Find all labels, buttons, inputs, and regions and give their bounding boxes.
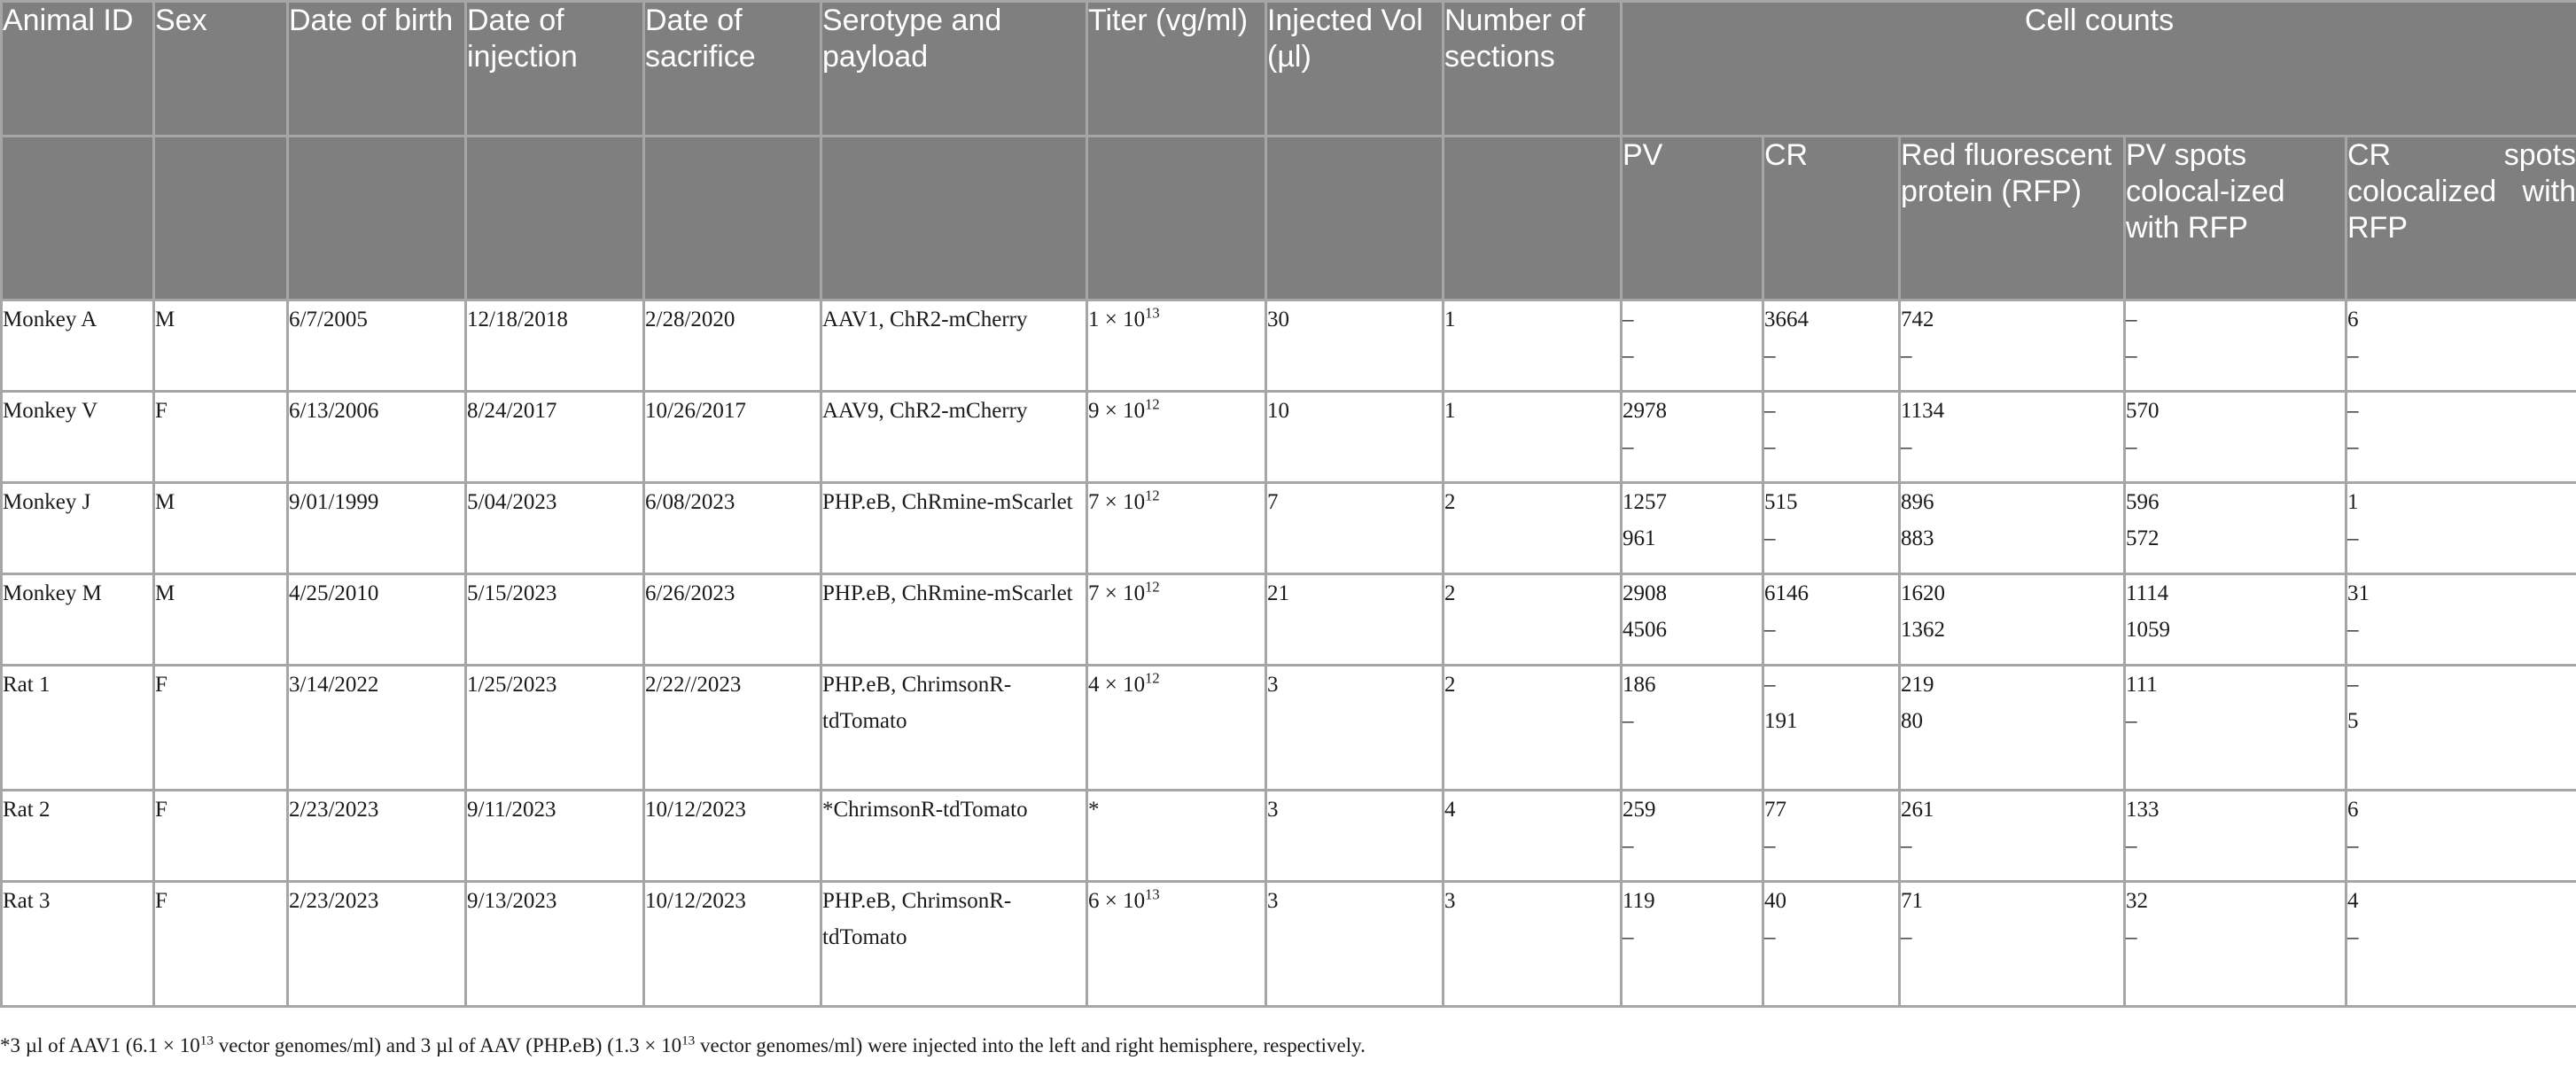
rfp-cell — [1900, 882, 2125, 1007]
subheader-pv-spots: PV spots colocal-ized with RFP — [2125, 136, 2346, 300]
titer-cell — [1087, 392, 1266, 483]
subheader-blank — [1087, 136, 1266, 300]
count-value: – — [2347, 344, 2359, 368]
subheader-blank — [2, 136, 154, 300]
count-value: 742 — [1901, 308, 1934, 331]
cr-spots-cell — [2346, 300, 2576, 392]
count-value: – — [2347, 925, 2359, 949]
date-of-sacrifice-cell: 10/26/2017 — [644, 392, 821, 483]
date-of-birth-cell: 9/01/1999 — [288, 483, 466, 574]
titer-exponent: 12 — [1145, 487, 1160, 504]
date-of-birth-cell: 6/13/2006 — [288, 392, 466, 483]
count-value: 4506 — [1623, 618, 1667, 642]
animal-id-cell: Monkey J — [2, 483, 154, 574]
count-value: – — [1764, 344, 1776, 368]
serotype-cell: PHP.eB, ChrimsonR-tdTomato — [821, 666, 1087, 791]
count-value: – — [2347, 834, 2359, 858]
date-of-injection-cell: 8/24/2017 — [466, 392, 644, 483]
footnote-text: *3 µl of AAV1 (6.1 × 10 — [0, 1034, 200, 1056]
subheader-cr: CR — [1763, 136, 1900, 300]
subheader-blank — [1444, 136, 1622, 300]
cr-spots-cell — [2346, 392, 2576, 483]
count-value: 40 — [1764, 889, 1786, 913]
animal-id-cell: Monkey M — [2, 574, 154, 666]
rfp-cell — [1900, 300, 2125, 392]
sex-cell: M — [154, 300, 288, 392]
subheader-row — [2, 136, 2576, 300]
count-value: 3664 — [1764, 308, 1809, 331]
cr-cell — [1763, 300, 1900, 392]
count-value: – — [1623, 925, 1634, 949]
cr-cell — [1763, 882, 1900, 1007]
titer-cell — [1087, 483, 1266, 574]
count-value: 596 — [2126, 490, 2160, 514]
pv-spots-cell — [2125, 791, 2346, 882]
count-value: 133 — [2126, 798, 2160, 822]
sections-cell: 3 — [1444, 882, 1622, 1007]
count-value: 570 — [2126, 399, 2160, 423]
footnote-exponent: 13 — [681, 1033, 696, 1049]
injected-vol-cell: 30 — [1266, 300, 1444, 392]
rfp-cell — [1900, 574, 2125, 666]
rfp-cell — [1900, 392, 2125, 483]
titer-cell — [1087, 574, 1266, 666]
serotype-cell: PHP.eB, ChRmine-mScarlet — [821, 483, 1087, 574]
date-of-birth-cell: 2/23/2023 — [288, 882, 466, 1007]
date-of-injection-cell: 12/18/2018 — [466, 300, 644, 392]
count-value: – — [1764, 399, 1776, 423]
count-value: 883 — [1901, 526, 1934, 550]
titer-base: 7 × 10 — [1088, 490, 1146, 514]
count-value: – — [1764, 435, 1776, 459]
pv-spots-cell — [2125, 882, 2346, 1007]
titer-cell — [1087, 882, 1266, 1007]
pv-spots-cell — [2125, 300, 2346, 392]
titer-base: 4 × 10 — [1088, 673, 1146, 697]
count-value: – — [2126, 925, 2137, 949]
serotype-cell: PHP.eB, ChRmine-mScarlet — [821, 574, 1087, 666]
animal-id-cell: Rat 3 — [2, 882, 154, 1007]
titer-base: 9 × 10 — [1088, 399, 1146, 423]
injected-vol-cell: 3 — [1266, 666, 1444, 791]
count-value: – — [1623, 834, 1634, 858]
titer-exponent: 13 — [1145, 304, 1160, 322]
count-value: – — [1901, 925, 1912, 949]
header-date-of-injection: Date of injection — [466, 2, 644, 136]
animal-id-cell: Monkey V — [2, 392, 154, 483]
pv-cell — [1622, 882, 1763, 1007]
count-value: 31 — [2347, 581, 2370, 605]
count-value: – — [1764, 618, 1776, 642]
count-value: 77 — [1764, 798, 1786, 822]
count-value: 191 — [1764, 709, 1798, 733]
pv-cell — [1622, 574, 1763, 666]
sex-cell: F — [154, 882, 288, 1007]
subheader-rfp: Red fluorescent protein (RFP) — [1900, 136, 2125, 300]
count-value: 32 — [2126, 889, 2148, 913]
count-value: – — [1901, 834, 1912, 858]
count-value: – — [2126, 344, 2137, 368]
rfp-cell — [1900, 666, 2125, 791]
pv-cell — [1622, 300, 1763, 392]
count-value: 219 — [1901, 673, 1934, 697]
animal-id-cell: Monkey A — [2, 300, 154, 392]
table-body — [2, 300, 2576, 1007]
table-row — [2, 882, 2576, 1007]
injected-vol-cell: 3 — [1266, 791, 1444, 882]
titer-cell — [1087, 791, 1266, 882]
date-of-injection-cell: 5/15/2023 — [466, 574, 644, 666]
count-value: 1 — [2347, 490, 2359, 514]
titer-base: * — [1088, 798, 1100, 822]
titer-base: 6 × 10 — [1088, 889, 1146, 913]
count-value: – — [1623, 435, 1634, 459]
sections-cell: 2 — [1444, 574, 1622, 666]
pv-spots-cell — [2125, 483, 2346, 574]
count-value: 6 — [2347, 308, 2359, 331]
count-value: 80 — [1901, 709, 1923, 733]
date-of-birth-cell: 6/7/2005 — [288, 300, 466, 392]
count-value: 71 — [1901, 889, 1923, 913]
count-value: 6 — [2347, 798, 2359, 822]
count-value: 572 — [2126, 526, 2160, 550]
subheader-blank — [821, 136, 1087, 300]
injected-vol-cell: 21 — [1266, 574, 1444, 666]
count-value: – — [2347, 618, 2359, 642]
injected-vol-cell: 7 — [1266, 483, 1444, 574]
count-value: 896 — [1901, 490, 1934, 514]
header-cell-counts: Cell counts — [1622, 2, 2576, 136]
sections-cell: 2 — [1444, 483, 1622, 574]
header-row — [2, 2, 2576, 136]
injected-vol-cell: 3 — [1266, 882, 1444, 1007]
count-value: – — [2126, 435, 2137, 459]
count-value: 1114 — [2126, 581, 2169, 605]
sex-cell: F — [154, 791, 288, 882]
count-value: – — [1623, 709, 1634, 733]
cr-spots-cell — [2346, 483, 2576, 574]
count-value: – — [1901, 344, 1912, 368]
footnote-text: vector genomes/ml) were injected into the left and right hemisphere, respectively. — [695, 1034, 1366, 1056]
count-value: – — [1901, 435, 1912, 459]
titer-exponent: 12 — [1145, 578, 1160, 596]
sex-cell: F — [154, 666, 288, 791]
cr-cell — [1763, 392, 1900, 483]
cr-spots-cell — [2346, 574, 2576, 666]
header-sex: Sex — [154, 2, 288, 136]
count-value: 515 — [1764, 490, 1798, 514]
count-value: 1059 — [2126, 618, 2170, 642]
header-animal-id: Animal ID — [2, 2, 154, 136]
count-value: – — [2126, 709, 2137, 733]
rfp-cell — [1900, 791, 2125, 882]
pv-cell — [1622, 392, 1763, 483]
date-of-sacrifice-cell: 6/08/2023 — [644, 483, 821, 574]
count-value: 1134 — [1901, 399, 1945, 423]
sections-cell: 1 — [1444, 392, 1622, 483]
cr-cell — [1763, 791, 1900, 882]
header-titer: Titer (vg/ml) — [1087, 2, 1266, 136]
titer-cell — [1087, 300, 1266, 392]
table-row — [2, 300, 2576, 392]
rfp-cell — [1900, 483, 2125, 574]
titer-exponent: 13 — [1145, 885, 1160, 903]
pv-spots-cell — [2125, 666, 2346, 791]
sections-cell: 1 — [1444, 300, 1622, 392]
header-date-of-sacrifice: Date of sacrifice — [644, 2, 821, 136]
count-value: 1257 — [1623, 490, 1667, 514]
count-value: 5 — [2347, 709, 2359, 733]
subheader-pv: PV — [1622, 136, 1763, 300]
cr-spots-cell — [2346, 882, 2576, 1007]
date-of-birth-cell: 2/23/2023 — [288, 791, 466, 882]
subheader-cr-spots: CR spots colocalized with RFP — [2346, 136, 2576, 300]
titer-exponent: 12 — [1145, 395, 1160, 413]
count-value: – — [2126, 834, 2137, 858]
cr-spots-cell — [2346, 791, 2576, 882]
date-of-sacrifice-cell: 6/26/2023 — [644, 574, 821, 666]
pv-spots-cell — [2125, 392, 2346, 483]
header-date-of-birth: Date of birth — [288, 2, 466, 136]
count-value: – — [1764, 673, 1776, 697]
sex-cell: M — [154, 483, 288, 574]
date-of-injection-cell: 9/13/2023 — [466, 882, 644, 1007]
date-of-injection-cell: 5/04/2023 — [466, 483, 644, 574]
titer-base: 7 × 10 — [1088, 581, 1146, 605]
subheader-blank — [154, 136, 288, 300]
date-of-sacrifice-cell: 10/12/2023 — [644, 882, 821, 1007]
count-value: 186 — [1623, 673, 1656, 697]
subheader-blank — [1266, 136, 1444, 300]
pv-cell — [1622, 666, 1763, 791]
count-value: – — [1623, 308, 1634, 331]
sections-cell: 2 — [1444, 666, 1622, 791]
pv-cell — [1622, 483, 1763, 574]
header-injected-vol: Injected Vol (µl) — [1266, 2, 1444, 136]
count-value: 2908 — [1623, 581, 1667, 605]
table-row — [2, 574, 2576, 666]
header-serotype: Serotype and payload — [821, 2, 1087, 136]
count-value: – — [1764, 925, 1776, 949]
count-value: 961 — [1623, 526, 1656, 550]
animal-id-cell: Rat 1 — [2, 666, 154, 791]
titer-exponent: 12 — [1145, 669, 1160, 687]
cr-cell — [1763, 574, 1900, 666]
count-value: 1362 — [1901, 618, 1945, 642]
pv-cell — [1622, 791, 1763, 882]
count-value: 1620 — [1901, 581, 1945, 605]
count-value: – — [2347, 435, 2359, 459]
subheader-blank — [466, 136, 644, 300]
header-number-of-sections: Number of sections — [1444, 2, 1622, 136]
subheader-blank — [644, 136, 821, 300]
count-value: 4 — [2347, 889, 2359, 913]
sex-cell: F — [154, 392, 288, 483]
cr-spots-cell — [2346, 666, 2576, 791]
table-footnote — [0, 1033, 2576, 1058]
count-value: – — [2347, 399, 2359, 423]
sections-cell: 4 — [1444, 791, 1622, 882]
count-value: – — [1764, 834, 1776, 858]
count-value: – — [2126, 308, 2137, 331]
count-value: 111 — [2126, 673, 2158, 697]
count-value: 2978 — [1623, 399, 1667, 423]
table-row — [2, 392, 2576, 483]
count-value: 261 — [1901, 798, 1934, 822]
injected-vol-cell: 10 — [1266, 392, 1444, 483]
count-value: – — [2347, 673, 2359, 697]
serotype-cell: PHP.eB, ChrimsonR-tdTomato — [821, 882, 1087, 1007]
titer-cell — [1087, 666, 1266, 791]
footnote-text: vector genomes/ml) and 3 µl of AAV (PHP.eB) (1.3 × 10 — [213, 1034, 682, 1056]
date-of-sacrifice-cell: 10/12/2023 — [644, 791, 821, 882]
date-of-sacrifice-cell: 2/22//2023 — [644, 666, 821, 791]
count-value: 259 — [1623, 798, 1656, 822]
date-of-birth-cell: 3/14/2022 — [288, 666, 466, 791]
count-value: 119 — [1623, 889, 1655, 913]
sex-cell: M — [154, 574, 288, 666]
cr-cell — [1763, 666, 1900, 791]
titer-base: 1 × 10 — [1088, 308, 1146, 331]
serotype-cell: AAV9, ChR2-mCherry — [821, 392, 1087, 483]
count-value: – — [2347, 526, 2359, 550]
table-row — [2, 483, 2576, 574]
table-row — [2, 666, 2576, 791]
count-value: 6146 — [1764, 581, 1809, 605]
count-value: – — [1623, 344, 1634, 368]
pv-spots-cell — [2125, 574, 2346, 666]
table-row — [2, 791, 2576, 882]
footnote-exponent: 13 — [199, 1033, 214, 1049]
serotype-cell: AAV1, ChR2-mCherry — [821, 300, 1087, 392]
date-of-injection-cell: 9/11/2023 — [466, 791, 644, 882]
date-of-injection-cell: 1/25/2023 — [466, 666, 644, 791]
serotype-cell: *ChrimsonR-tdTomato — [821, 791, 1087, 882]
animal-id-cell: Rat 2 — [2, 791, 154, 882]
subheader-blank — [288, 136, 466, 300]
date-of-sacrifice-cell: 2/28/2020 — [644, 300, 821, 392]
cr-cell — [1763, 483, 1900, 574]
count-value: – — [1764, 526, 1776, 550]
date-of-birth-cell: 4/25/2010 — [288, 574, 466, 666]
